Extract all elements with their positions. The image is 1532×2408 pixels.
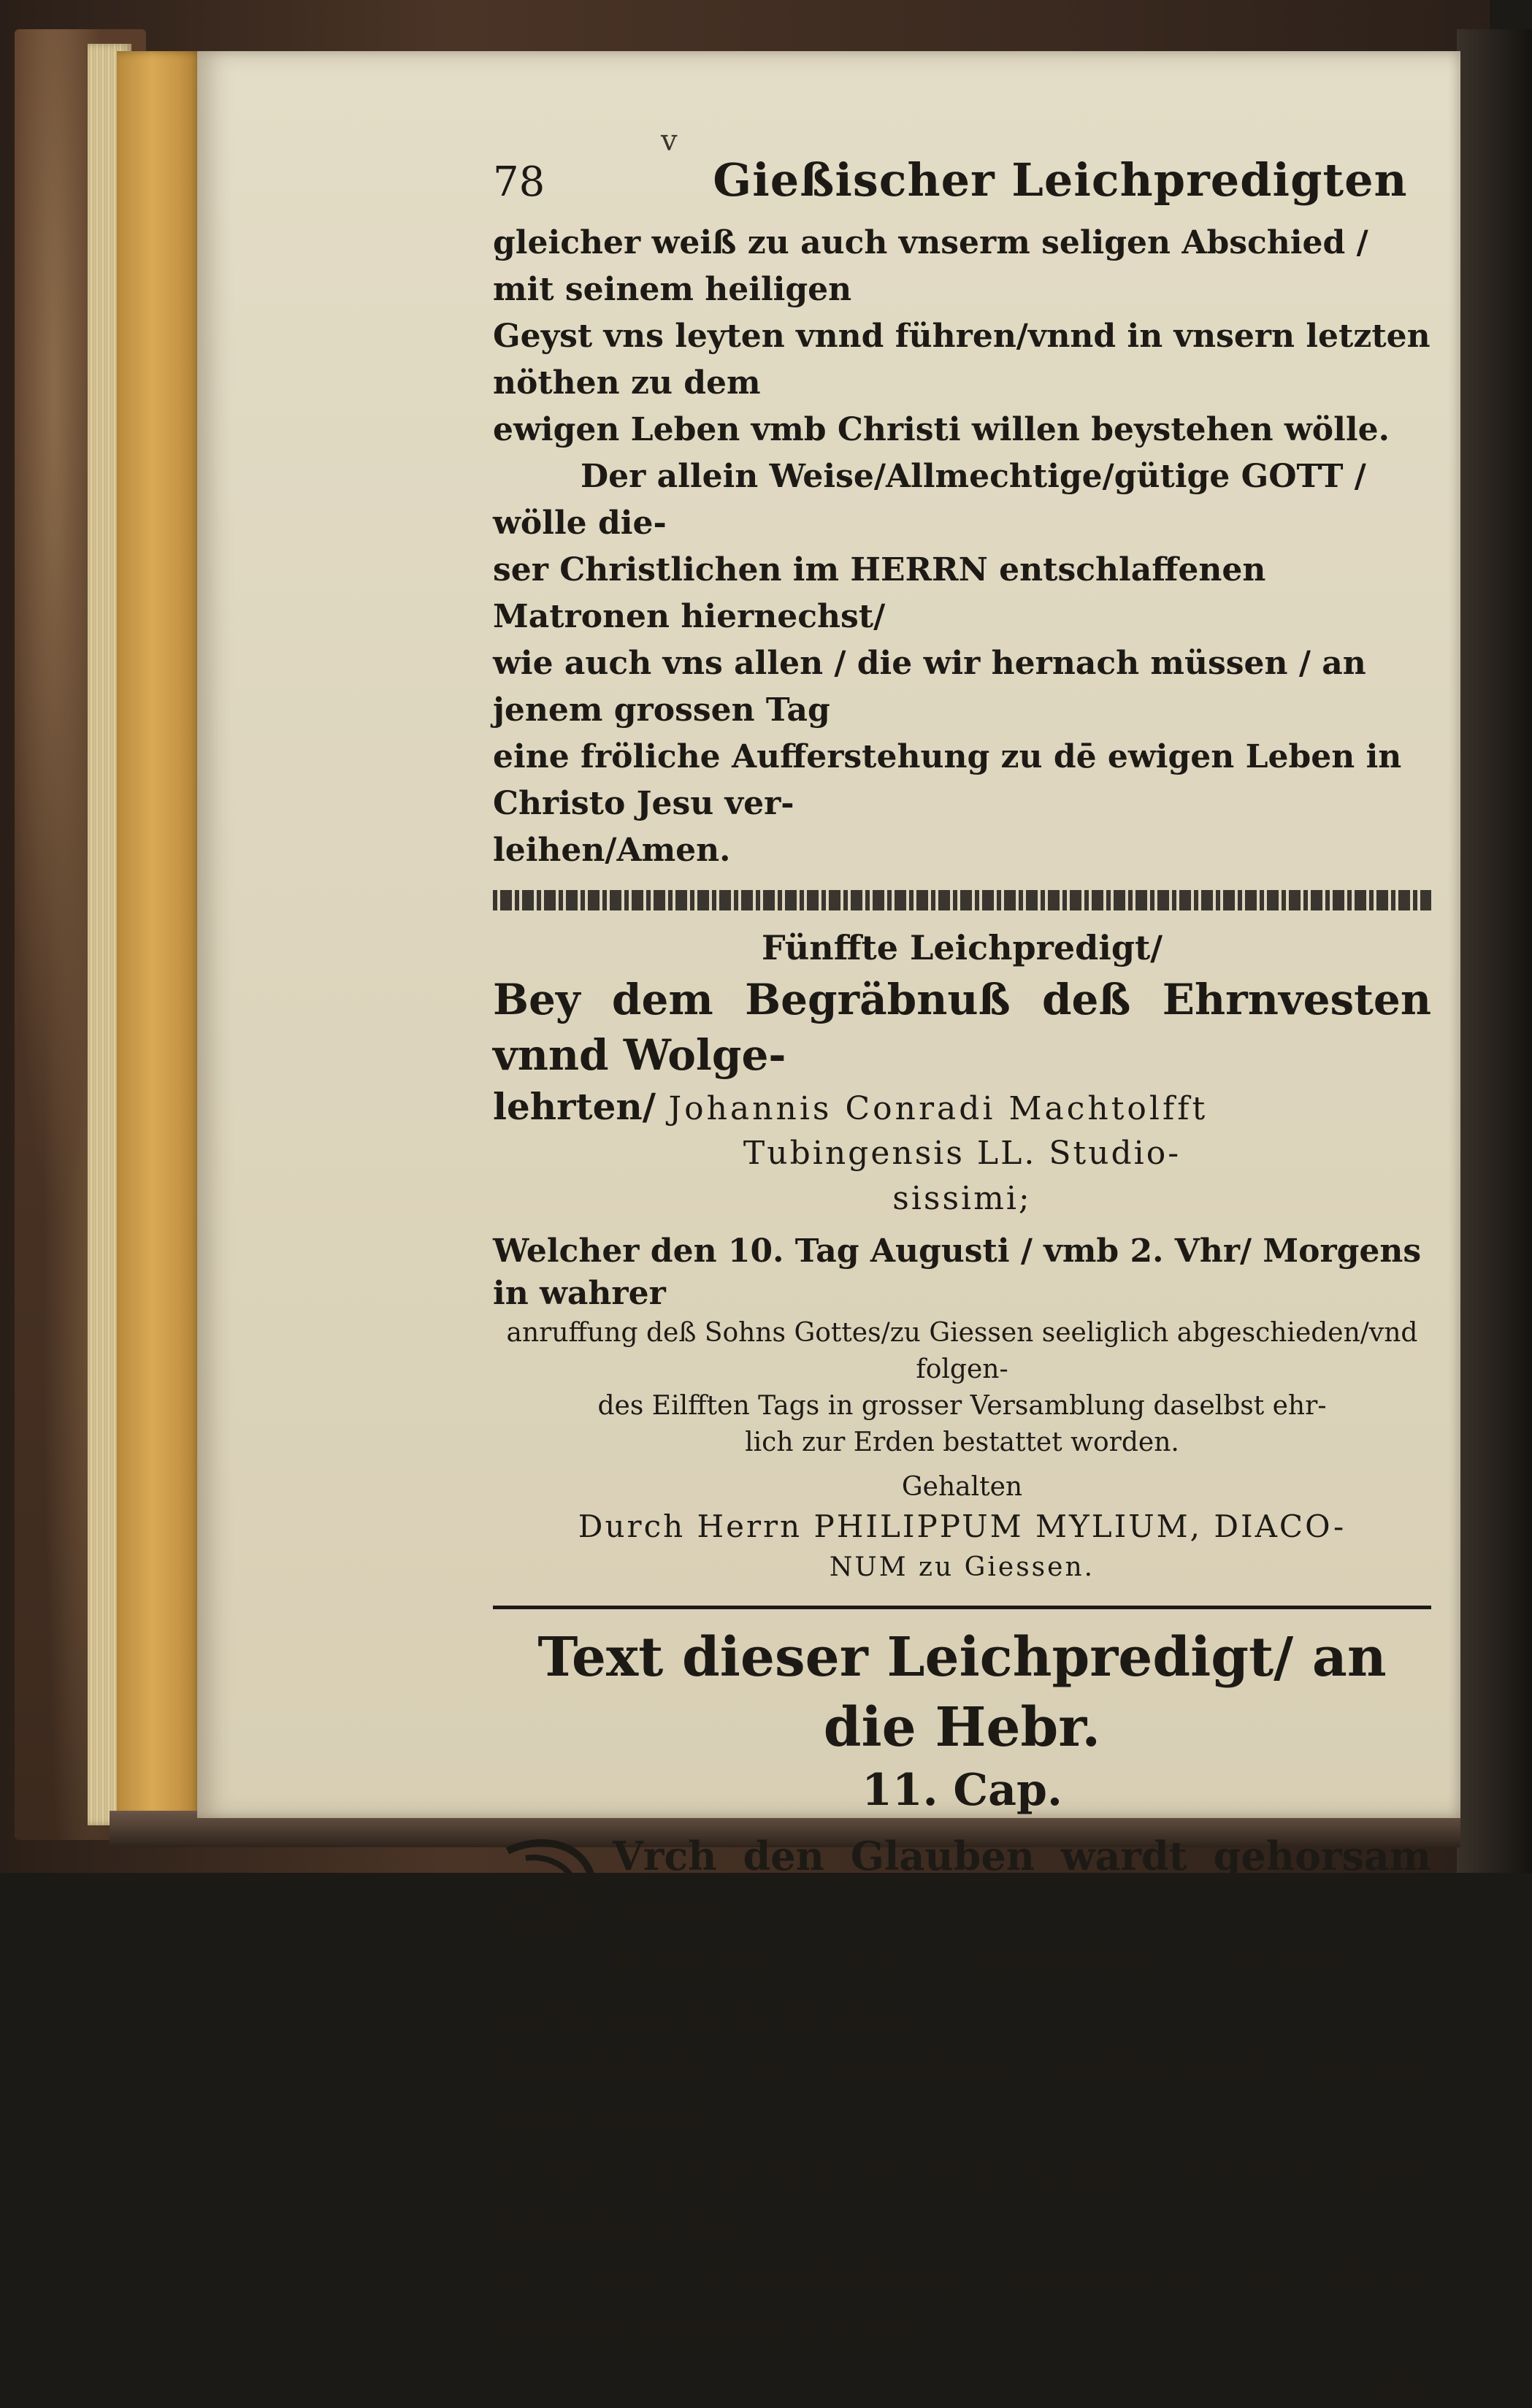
scripture-line: Land/daß er ererben solte/vnd gieng auß/vnnd xyxy=(493,2043,1431,2142)
page-number: 78 xyxy=(493,158,545,206)
closing-line: wie auch vns allen / die wir hernach müssen / an jenem grossen Tag xyxy=(493,645,1366,729)
scripture-line: ham/da er beruffen ward / außzugehen in das xyxy=(493,1938,1431,2037)
death-detail: anruffung deß Sohns Gottes/zu Giessen seeliglich abgeschieden/vnd folgen- xyxy=(506,1318,1418,1384)
dropcap-d-icon xyxy=(493,1833,602,1942)
preacher-line: Durch Herrn PHILIPPUM MYLIUM, DIACO- xyxy=(578,1508,1347,1544)
sermon-title: Fünffte Leichpredigt/ xyxy=(761,928,1163,967)
death-date-line: Welcher den 10. Tag Augusti / vmb 2. Vhr/ Morgens in wahrer xyxy=(493,1232,1422,1312)
prayer-line: gleicher weiß zu auch vnserm seligen Abschied / mit seinem heiligen xyxy=(493,224,1368,308)
scripture-line: Vrch den Glauben wardt gehorsam Abra- xyxy=(613,1833,1431,1932)
closing-line: leihen/Amen. xyxy=(493,832,731,869)
section-rule xyxy=(493,1606,1431,1609)
closing-line: eine fröliche Aufferstehung zu dē ewigen Leben in Christo Jesu ver- xyxy=(493,738,1402,822)
right-background xyxy=(1457,29,1532,1873)
text-title: Text dieser Leichpredigt/ an die Hebr. xyxy=(537,1626,1387,1759)
closing-line: Der allein Weise/Allmechtige/gütige GOTT / wölle die- xyxy=(493,458,1366,542)
gehalten: Gehalten xyxy=(901,1472,1023,1502)
deceased-name: Johannis Conradi Machtolfft xyxy=(668,1090,1209,1127)
death-detail: lich zur Erden bestattet worden. xyxy=(745,1427,1179,1457)
scripture-line: wuste nicht/wo er hin käme. Durch den Glauben ist xyxy=(493,2148,1431,2247)
death-detail: des Eilfften Tags in grosser Versamblung daselbst ehr- xyxy=(597,1391,1327,1421)
preacher-line-2: NUM zu Giessen. xyxy=(829,1552,1095,1582)
deceased-origin-end: sissimi; xyxy=(892,1180,1032,1217)
prayer-line: ewigen Leben vmb Christi willen beystehen wölle. xyxy=(493,411,1390,448)
scripture-line: er ein Frembdling gewesen in dem verheyssenen Land/ xyxy=(493,2253,1431,2353)
page-header xyxy=(493,153,1431,207)
deceased-origin: Tubingensis LL. Studio- xyxy=(743,1135,1181,1172)
gilt-edge xyxy=(117,51,204,1818)
catchword: als xyxy=(1368,2358,1431,2405)
pencil-tick-mark: v xyxy=(661,124,678,158)
running-title: Gießischer Leichpredigten xyxy=(713,153,1408,207)
closing-line: ser Christlichen im HERRN entschlaffenen Matronen hiernechst/ xyxy=(493,551,1266,635)
burial-line-2 xyxy=(493,1083,1431,1131)
page-text xyxy=(493,146,1431,2408)
scripture-text xyxy=(493,1830,1431,2408)
burial-line-2-text: lehrten/ xyxy=(493,1085,656,1128)
ornament-border xyxy=(493,890,1431,910)
burial-line: Bey dem Begräbnuß deß Ehrnvesten vnnd Wolge- xyxy=(493,975,1431,1080)
chapter-ref: 11. Cap. xyxy=(862,1765,1062,1816)
prayer-line: Geyst vns leyten vnnd führen/vnnd in vnsern letzten nöthen zu dem xyxy=(493,318,1430,402)
